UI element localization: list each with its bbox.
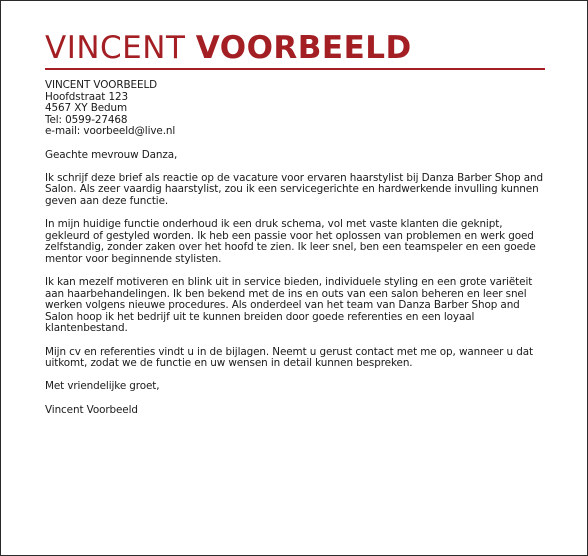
signature: Vincent Voorbeeld (45, 403, 138, 416)
paragraph-text: Ik kan mezelf motiveren en blink uit in service bieden, individuele styling en een grote variëteit aan haarbehandelingen. Ik ben bekend met de ins en outs van een salon beheren en leer snel werken volgens nieuwe procedures. Als onderdeel van het team van Danza Barber Shop and Salon hoop ik het bedrijf uit te kunnen breiden door goede referenties en een loyaal klantenbestand. (45, 276, 533, 335)
last-name: VOORBEELD (195, 30, 412, 66)
sender-address (45, 80, 545, 138)
first-name: VINCENT (45, 30, 186, 66)
paragraph-4 (45, 347, 545, 370)
address-street: Hoofdstraat 123 (45, 90, 128, 103)
paragraph-text: Ik schrijf deze brief als reactie op de vacature voor ervaren haarstylist bij Danza Barber Shop and Salon. Als zeer vaardig haarstylist, zou ik een servicegerichte en hardwerkende invulling kunnen geven aan deze functie. (45, 171, 543, 207)
header-divider (45, 68, 545, 70)
address-city: 4567 XY Bedum (45, 102, 128, 115)
paragraph-1 (45, 173, 545, 208)
paragraph-3 (45, 277, 545, 335)
address-email: e-mail: voorbeeld@live.nl (45, 125, 176, 138)
paragraph-text: Mijn cv en referenties vindt u in de bijlagen. Neemt u gerust contact met me op, wanneer u dat uitkomt, zodat we de functie en uw wensen in detail kunnen bespreken. (45, 345, 533, 370)
paragraph-2 (45, 219, 545, 265)
address-name: VINCENT VOORBEELD (45, 79, 158, 91)
paragraph-text: In mijn huidige functie onderhoud ik een druk schema, vol met vaste klanten die geknipt, gekleurd of gestyled worden. Ik heb een passie voor het oplossen van problemen en werk goed zelfstandig, zonder zaken over het hoofd te zien. Ik leer snel, ben een teamspeler en een goede mentor voor beginnende stylisten. (45, 218, 536, 265)
letter-body (45, 80, 545, 416)
salutation: Geachte mevrouw Danza, (45, 148, 178, 161)
sender-name-heading (45, 29, 545, 67)
closing: Met vriendelijke groet, (45, 380, 160, 393)
address-phone: Tel: 0599-27468 (45, 113, 128, 126)
letter-header (45, 29, 545, 67)
